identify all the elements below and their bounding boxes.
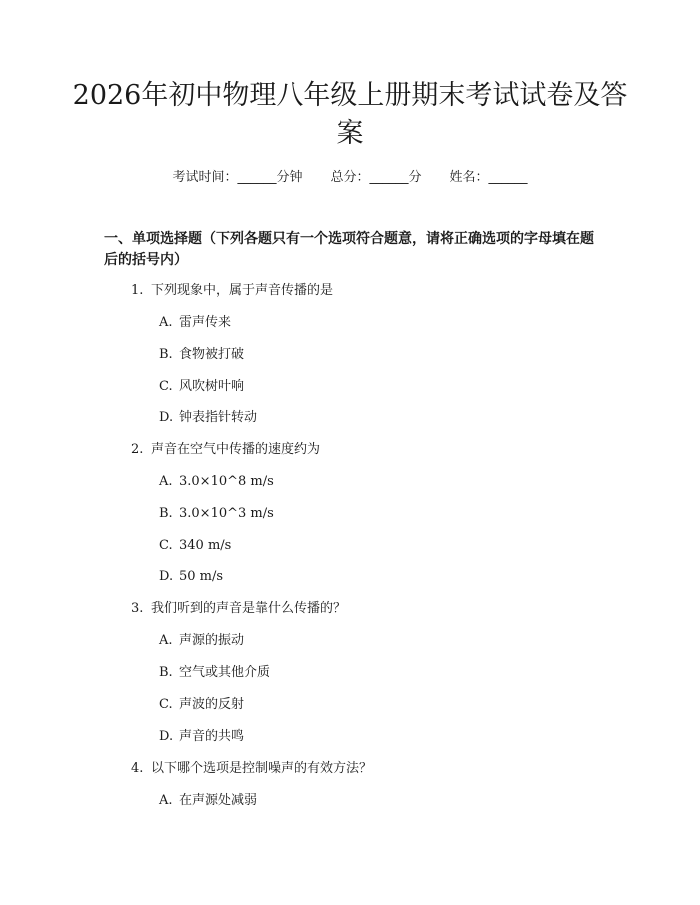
option-letter: C.: [159, 379, 173, 394]
question: [131, 600, 346, 618]
option-text: 3.0×10^3 m/s: [179, 506, 274, 521]
option: [159, 632, 244, 650]
option-text: 声源的振动: [179, 633, 245, 648]
option: [159, 409, 257, 427]
question: [131, 760, 372, 778]
option-letter: B.: [159, 347, 173, 362]
score-unit: 分: [408, 170, 422, 185]
option-text: 在声源处减弱: [179, 793, 258, 808]
name-blank: ______: [488, 170, 528, 185]
option-letter: A.: [159, 793, 173, 808]
time-label: 考试时间：: [172, 170, 238, 185]
question-text: 我们听到的声音是靠什么传播的？: [151, 601, 347, 616]
option-letter: A.: [159, 315, 173, 330]
option-text: 食物被打破: [179, 347, 245, 362]
question: [131, 441, 320, 459]
option: [159, 568, 223, 586]
option: [159, 473, 274, 491]
question-text: 声音在空气中传播的速度约为: [151, 442, 321, 457]
option-letter: C.: [159, 538, 173, 553]
option-letter: B.: [159, 506, 173, 521]
question-number: 3.: [131, 601, 144, 616]
option-text: 声波的反射: [179, 697, 245, 712]
option-letter: D.: [159, 569, 174, 584]
question-number: 4.: [131, 761, 144, 776]
option-text: 空气或其他介质: [179, 665, 271, 680]
time-blank: ______: [237, 170, 277, 185]
question: [131, 282, 333, 300]
option-text: 50 m/s: [179, 569, 224, 584]
option-text: 3.0×10^8 m/s: [179, 474, 274, 489]
option-letter: C.: [159, 697, 173, 712]
option: [159, 537, 231, 555]
question-text: 下列现象中，属于声音传播的是: [151, 283, 334, 298]
name-label: 姓名：: [449, 170, 489, 185]
score-blank: ______: [369, 170, 409, 185]
option: [159, 792, 257, 810]
option: [159, 728, 244, 746]
option: [159, 346, 244, 364]
option: [159, 314, 231, 332]
question-text: 以下哪个选项是控制噪声的有效方法？: [151, 761, 373, 776]
section-title: 一、单项选择题（下列各题只有一个选项符合题意，请将正确选项的字母填在题后的括号内）: [104, 231, 594, 268]
option-letter: A.: [159, 633, 173, 648]
option-text: 风吹树叶响: [179, 379, 245, 394]
option: [159, 378, 244, 396]
option-text: 340 m/s: [179, 538, 232, 553]
page-title: 2026年初中物理八年级上册期末考试试卷及答案: [72, 80, 628, 149]
score-label: 总分：: [330, 170, 370, 185]
exam-info-line: [0, 168, 700, 188]
time-unit: 分钟: [276, 170, 303, 185]
option-letter: D.: [159, 729, 174, 744]
question-number: 2.: [131, 442, 144, 457]
option-text: 钟表指针转动: [179, 410, 258, 425]
option-letter: A.: [159, 474, 173, 489]
option-text: 雷声传来: [179, 315, 232, 330]
option-letter: D.: [159, 410, 174, 425]
question-number: 1.: [131, 283, 144, 298]
option: [159, 664, 270, 682]
option: [159, 505, 274, 523]
option-letter: B.: [159, 665, 173, 680]
option: [159, 696, 244, 714]
option-text: 声音的共鸣: [179, 729, 245, 744]
